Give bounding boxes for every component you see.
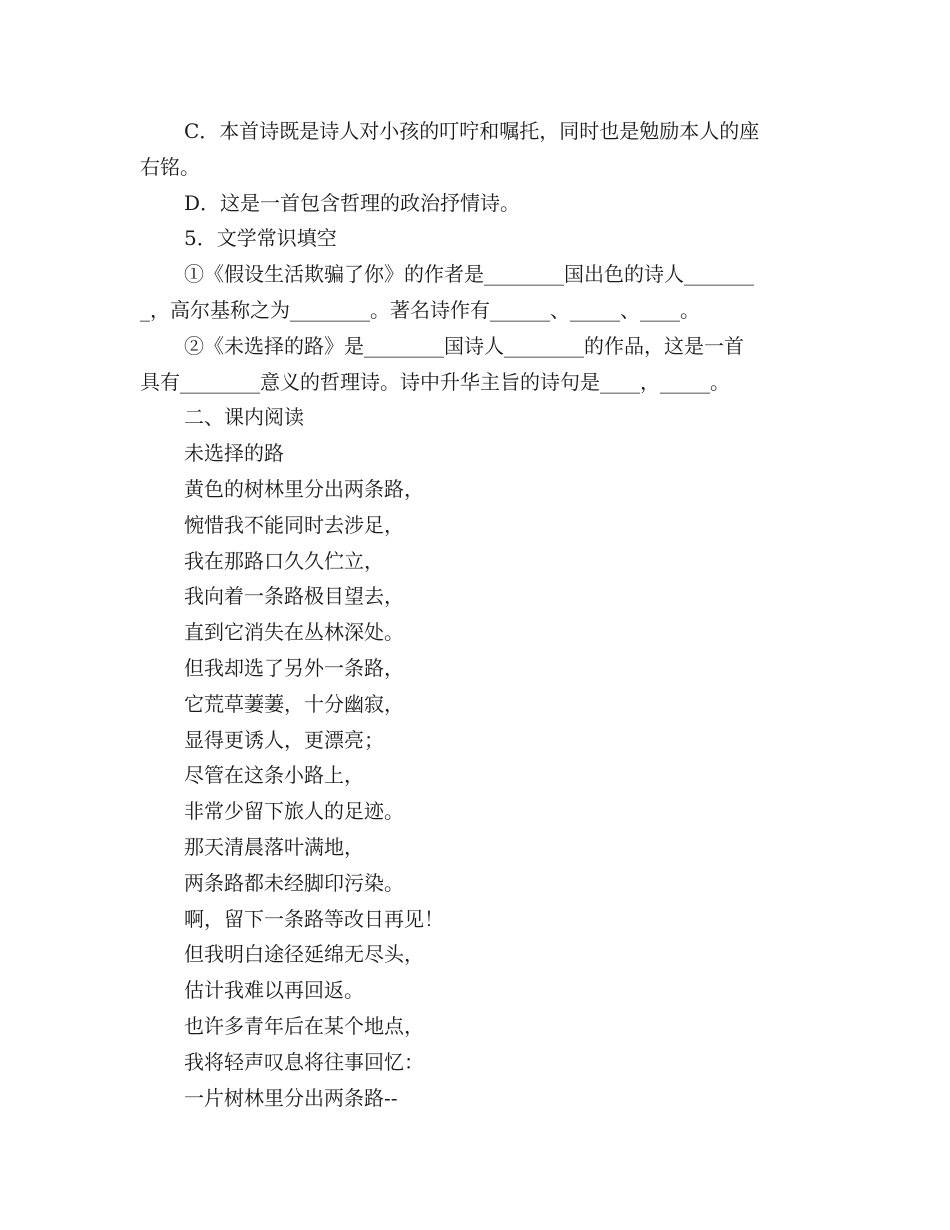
poem-line: 那天清晨落叶满地， bbox=[184, 834, 364, 859]
poem-line: 惋惜我不能同时去涉足， bbox=[184, 512, 404, 537]
section-heading-reading: 二、课内阅读 bbox=[184, 405, 304, 430]
option-d-line: D．这是一首包含哲理的政治抒情诗。 bbox=[184, 190, 521, 215]
fill-blank-2-line-1: ②《未选择的路》是________国诗人________的作品，这是一首 bbox=[184, 333, 744, 358]
fill-blank-2-line-2: 具有________意义的哲理诗。诗中升华主旨的诗句是____，_____。 bbox=[140, 369, 730, 394]
poem-line: 直到它消失在丛林深处。 bbox=[184, 620, 404, 645]
fill-blank-1-line-2: _，高尔基称之为________。著名诗作有______、_____、____。 bbox=[140, 297, 700, 322]
poem-line: 我将轻声叹息将往事回忆： bbox=[184, 1049, 424, 1074]
poem-line: 它荒草萋萋，十分幽寂， bbox=[184, 691, 404, 716]
poem-line: 两条路都未经脚印污染。 bbox=[184, 870, 404, 895]
poem-line: 非常少留下旅人的足迹。 bbox=[184, 799, 404, 824]
poem-line: 也许多青年后在某个地点， bbox=[184, 1013, 424, 1038]
poem-line: 一片树林里分出两条路-- bbox=[184, 1085, 398, 1110]
poem-line: 估计我难以再回返。 bbox=[184, 978, 364, 1003]
poem-line: 我在那路口久久伫立， bbox=[184, 548, 384, 573]
poem-line: 显得更诱人，更漂亮； bbox=[184, 727, 384, 752]
fill-blank-1-line-1: ①《假设生活欺骗了你》的作者是________国出色的诗人_______ bbox=[184, 262, 754, 287]
question-5-heading: 5．文学常识填空 bbox=[184, 226, 337, 251]
poem-line: 我向着一条路极目望去， bbox=[184, 584, 404, 609]
document-body bbox=[140, 114, 812, 1116]
poem-line: 尽管在这条小路上， bbox=[184, 763, 364, 788]
poem-title: 未选择的路 bbox=[184, 441, 284, 466]
option-c-line-1: C．本首诗既是诗人对小孩的叮咛和嘱托，同时也是勉励本人的座 bbox=[184, 119, 760, 143]
poem-line: 但我却选了另外一条路， bbox=[184, 655, 404, 680]
poem-line: 但我明白途径延绵无尽头， bbox=[184, 942, 424, 967]
poem-line: 啊，留下一条路等改日再见！ bbox=[184, 906, 444, 931]
poem-line: 黄色的树林里分出两条路， bbox=[184, 476, 424, 501]
option-c-line-2: 右铭。 bbox=[140, 154, 200, 179]
